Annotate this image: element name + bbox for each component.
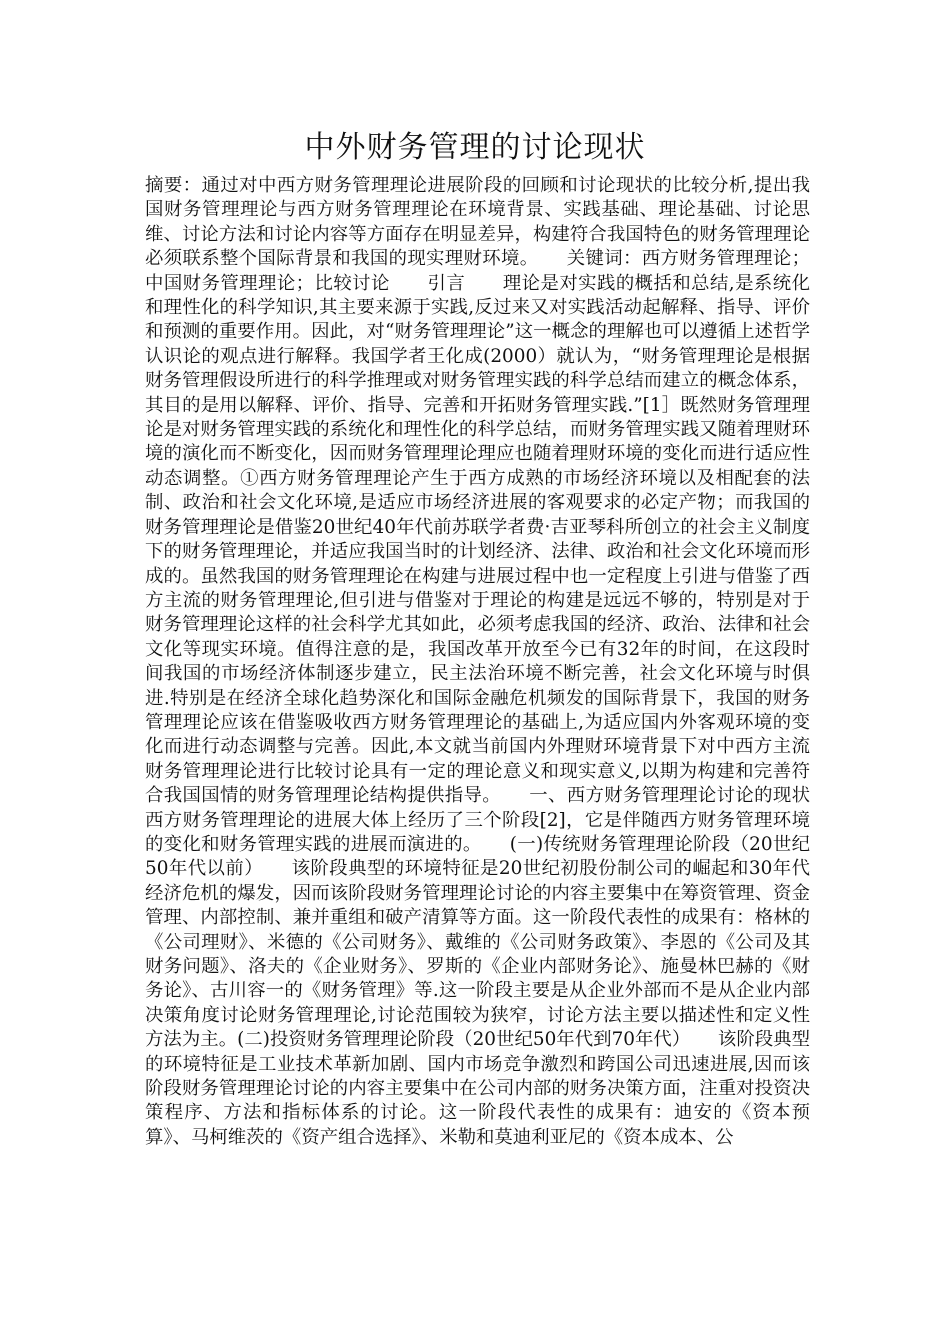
document-body-text: 摘要：通过对中西方财务管理理论进展阶段的回顾和讨论现状的比较分析,提出我国财务管理理论与西方财务管理理论在环境背景、实践基础、理论基础、讨论思维、讨论方法和讨论内容等方面存在明显差异，构建符合我国特色的财务管理理论必须联系整个国际背景和我国的现实理财环境。 关键词：西方财务管理理论；中国财务管理理论；比较讨论 引言 理论是对实践的概括和总结,是系统化和理性化的科学知识,其主要来源于实践,反过来又对实践活动起解释、指导、评价和预测的重要作用。因此，对“财务管理理论”这一概念的理解也可以遵循上述哲学认识论的观点进行解释。我国学者王化成(2000）就认为，“财务管理理论是根据财务管理假设所进行的科学推理或对财务管理实践的科学总结而建立的概念体系，其目的是用以解释、评价、指导、完善和开拓财务管理实践.”[1］既然财务管理理论是对财务管理实践的系统化和理性化的科学总结，而财务管理实践又随着理财环境的演化而不断变化，因而财务管理理论理应也随着理财环境的变化而进行适应性动态调整。①西方财务管理理论产生于西方成熟的市场经济环境以及相配套的法制、政治和社会文化环境,是适应市场经济进展的客观要求的必定产物；而我国的财务管理理论是借鉴20世纪40年代前苏联学者费·吉亚琴科所创立的社会主义制度下的财务管理理论，并适应我国当时的计划经济、法律、政治和社会文化环境而形成的。虽然我国的财务管理理论在构建与进展过程中也一定程度上引进与借鉴了西方主流的财务管理理论,但引进与借鉴对于理论的构建是远远不够的，特别是对于财务管理理论这样的社会科学尤其如此，必须考虑我国的经济、政治、法律和社会文化等现实环境。值得注意的是，我国改革开放至今已有32年的时间，在这段时间我国的市场经济体制逐步建立，民主法治环境不断完善，社会文化环境与时俱进.特别是在经济全球化趋势深化和国际金融危机频发的国际背景下，我国的财务管理理论应该在借鉴吸收西方财务管理理论的基础上,为适应国内外客观环境的变化而进行动态调整与完善。因此,本文就当前国内外理财环境背景下对中西方主流财务管理理论进行比较讨论具有一定的理论意义和现实意义,以期为构建和完善符合我国国情的财务管理理论结构提供指导。 一、西方财务管理理论讨论的现状 西方财务管理理论的进展大体上经历了三个阶段[2]，它是伴随西方财务管理环境的变化和财务管理实践的进展而演进的。 (一)传统财务管理理论阶段（20世纪50年代以前） 该阶段典型的环境特征是20世纪初股份制公司的崛起和30年代经济危机的爆发，因而该阶段财务管理理论讨论的内容主要集中在筹资管理、资金管理、内部控制、兼并重组和破产清算等方面。这一阶段代表性的成果有：格林的《公司理财》、米德的《公司财务》、戴维的《公司财务政策》、李恩的《公司及其财务问题》、洛夫的《企业财务》、罗斯的《企业内部财务论》、施曼林巴赫的《财务论》、古川容一的《财务管理》等.这一阶段主要是从企业外部而不是从企业内部决策角度讨论财务管理理论,讨论范围较为狭窄，讨论方法主要以描述性和定义性方法为主。(二)投资财务管理理论阶段（20世纪50年代到70年代） 该阶段典型的环境特征是工业技术革新加剧、国内市场竞争激烈和跨国公司迅速进展,因而该阶段财务管理理论讨论的内容主要集中在公司内部的财务决策方面，注重对投资决策程序、方法和指标体系的讨论。这一阶段代表性的成果有：迪安的《资本预算》、马柯维茨的《资产组合选择》、米勒和莫迪利亚尼的《资本成本、公 xyxy=(145,175,847,1148)
document-title: 中外财务管理的讨论现状 xyxy=(304,130,646,165)
